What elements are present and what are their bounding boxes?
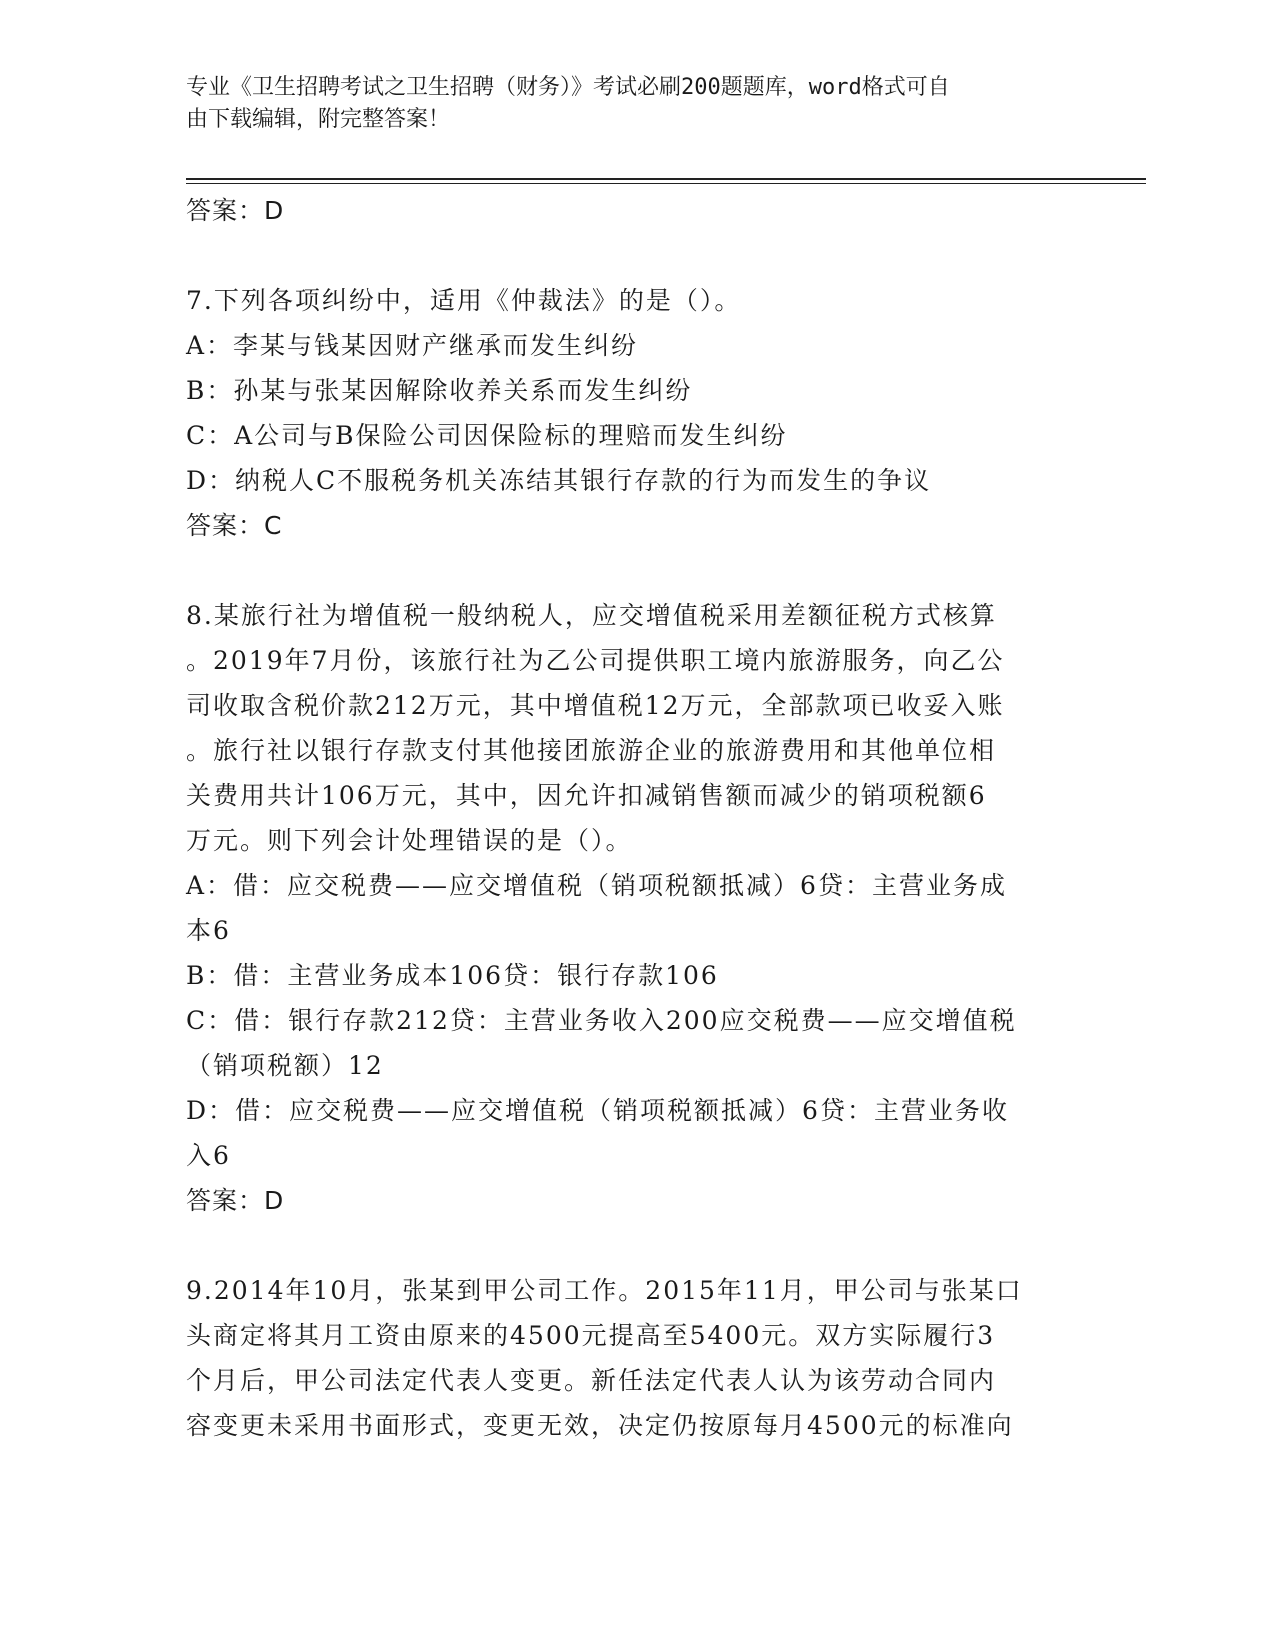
answer: 答案：D xyxy=(186,1186,285,1215)
question-stem-line: 。旅行社以银行存款支付其他接团旅游企业的旅游费用和其他单位相 xyxy=(186,736,997,765)
option-d: D：借：应交税费——应交增值税（销项税额抵减）6贷：主营业务收 xyxy=(186,1096,1009,1125)
option-a: A：借：应交税费——应交增值税（销项税额抵减）6贷：主营业务成 xyxy=(186,871,1007,900)
document-body xyxy=(186,188,1066,1448)
option-d-cont: 入6 xyxy=(186,1141,231,1170)
question-stem-line: 容变更未采用书面形式，变更无效，决定仍按原每月4500元的标准向 xyxy=(186,1411,1014,1440)
question-stem-line: 个月后，甲公司法定代表人变更。新任法定代表人认为该劳动合同内 xyxy=(186,1366,997,1395)
question-stem-line: 关费用共计106万元，其中，因允许扣减销售额而减少的销项税额6 xyxy=(186,781,987,810)
option-a: A：李某与钱某因财产继承而发生纠纷 xyxy=(186,331,639,360)
spacer xyxy=(186,233,1066,278)
option-a-cont: 本6 xyxy=(186,916,231,945)
option-d: D：纳税人C不服税务机关冻结其银行存款的行为而发生的争议 xyxy=(186,466,932,495)
option-c: C：借：银行存款212贷：主营业务收入200应交税费——应交增值税 xyxy=(186,1006,1017,1035)
answer: 答案：C xyxy=(186,511,283,540)
question-stem-line: 9.2014年10月，张某到甲公司工作。2015年11月，甲公司与张某口 xyxy=(186,1276,1023,1305)
question-stem-line: 司收取含税价款212万元，其中增值税12万元，全部款项已收妥入账 xyxy=(186,691,1005,720)
page-header xyxy=(186,72,1066,136)
header-line-2: 由下载编辑，附完整答案！ xyxy=(186,107,451,132)
question-stem-line: 8.某旅行社为增值税一般纳税人，应交增值税采用差额征税方式核算 xyxy=(186,601,997,630)
question-stem: 7.下列各项纠纷中，适用《仲裁法》的是（）。 xyxy=(186,286,742,315)
header-rule-thick xyxy=(186,178,1146,180)
question-9 xyxy=(186,1268,1066,1448)
header-rule-thin xyxy=(186,183,1146,184)
option-b: B：孙某与张某因解除收养关系而发生纠纷 xyxy=(186,376,693,405)
header-line-1: 专业《卫生招聘考试之卫生招聘（财务）》考试必刷200题题库，word格式可自 xyxy=(186,75,950,100)
option-c: C：A公司与B保险公司因保险标的理赔而发生纠纷 xyxy=(186,421,788,450)
spacer xyxy=(186,1223,1066,1268)
option-b: B：借：主营业务成本106贷：银行存款106 xyxy=(186,961,719,990)
spacer xyxy=(186,548,1066,593)
option-c-cont: （销项税额）12 xyxy=(186,1051,384,1080)
question-7 xyxy=(186,278,1066,548)
answer-previous: 答案：D xyxy=(186,196,285,225)
question-8 xyxy=(186,593,1066,1223)
question-stem-line: 。2019年7月份，该旅行社为乙公司提供职工境内旅游服务，向乙公 xyxy=(186,646,1005,675)
question-stem-line: 万元。则下列会计处理错误的是（）。 xyxy=(186,826,633,855)
question-stem-line: 头商定将其月工资由原来的4500元提高至5400元。双方实际履行3 xyxy=(186,1321,996,1350)
